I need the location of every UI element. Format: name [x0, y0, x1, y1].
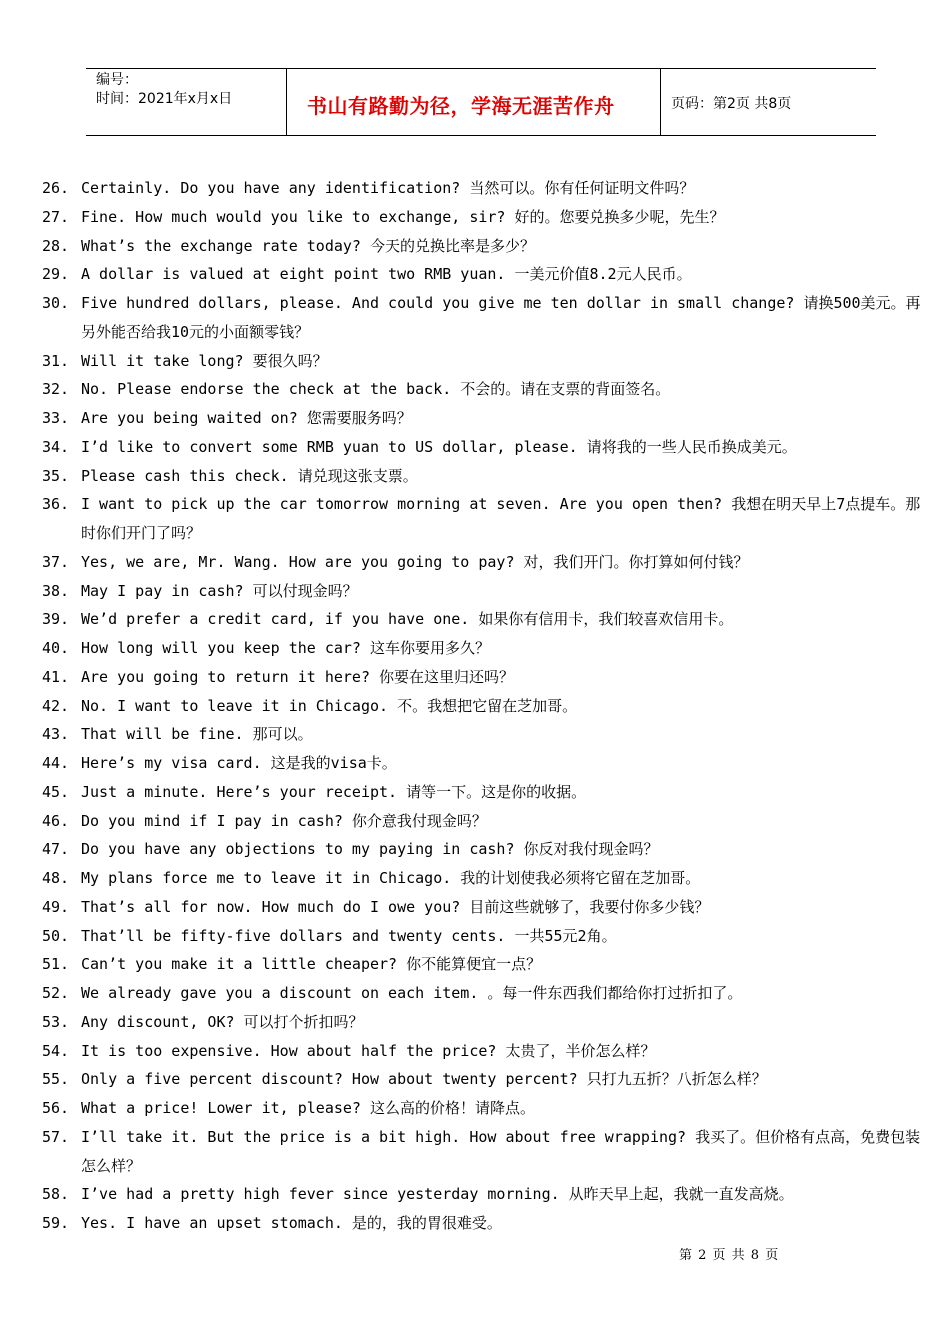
item-text: Fine. How much would you like to exchange, sir? 好的。您要兑换多少呢，先生？: [81, 207, 725, 226]
item-number: 56.: [42, 1099, 70, 1117]
list-item: [42, 577, 922, 606]
list-item: [42, 433, 922, 462]
header-motto-cell: [287, 69, 661, 135]
item-number: 45.: [42, 782, 70, 801]
item-number: 30.: [42, 294, 70, 312]
list-item: [42, 778, 922, 807]
item-text: We’d prefer a credit card, if you have one. 如果你有信用卡，我们较喜欢信用卡。: [81, 610, 734, 629]
list-item: [42, 232, 922, 261]
header-meta-cell: [86, 69, 287, 135]
item-number: 53.: [42, 1012, 70, 1031]
header-table: [86, 68, 876, 136]
list-item: [42, 1209, 922, 1238]
item-text: Can’t you make it a little cheaper? 你不能算便宜一点？: [81, 955, 542, 974]
item-number: 55.: [42, 1070, 70, 1089]
item-text: Please cash this check. 请兑现这张支票。: [81, 466, 418, 485]
item-text: That’s all for now. How much do I owe you? 目前这些就够了，我要付你多少钱？: [81, 897, 710, 916]
item-text: Only a five percent discount? How about twenty percent? 只打九五折？八折怎么样？: [81, 1070, 767, 1089]
item-number: 48.: [42, 869, 70, 887]
item-number: 42.: [42, 696, 70, 715]
list-item: [42, 1123, 922, 1181]
item-text: Just a minute. Here’s your receipt. 请等一下。这是你的收据。: [81, 782, 587, 801]
item-text: Do you mind if I pay in cash? 你介意我付现金吗？: [81, 811, 487, 830]
item-text: Will it take long? 要很久吗？: [81, 351, 328, 370]
item-text: What’s the exchange rate today? 今天的兑换比率是多少？: [81, 236, 535, 255]
list-item: [42, 347, 922, 376]
item-text: How long will you keep the car? 这车你要用多久？: [81, 639, 490, 657]
item-number: 28.: [42, 236, 70, 255]
item-text: Here’s my visa card. 这是我的visa卡。: [81, 754, 397, 772]
list-item: [42, 893, 922, 922]
item-number: 34.: [42, 437, 70, 456]
item-text: That’ll be fifty-five dollars and twenty cents. 一共55元2角。: [81, 926, 617, 945]
item-number: 26.: [42, 179, 70, 197]
item-number: 31.: [42, 351, 70, 370]
header-motto: 书山有路勤为径，学海无涯苦作舟: [307, 93, 615, 118]
item-text: Yes, we are, Mr. Wang. How are you going to pay? 对，我们开门。你打算如何付钱？: [81, 552, 749, 571]
item-number: 35.: [42, 466, 70, 485]
item-text: I’d like to convert some RMB yuan to US dollar, please. 请将我的一些人民币换成美元。: [81, 437, 797, 456]
list-item: [42, 1065, 922, 1094]
list-item: [42, 462, 922, 491]
item-text: Certainly. Do you have any identification? 当然可以。你有任何证明文件吗？: [81, 179, 695, 197]
item-text: Are you going to return it here? 你要在这里归还吗？: [81, 667, 515, 686]
item-text: I want to pick up the car tomorrow morning at seven. Are you open then? 我想在明天早上7点提车。那时你们开门了吗？: [81, 495, 921, 542]
item-text: A dollar is valued at eight point two RMB yuan. 一美元价值8.2元人民币。: [81, 265, 692, 284]
item-text: No. Please endorse the check at the back. 不会的。请在支票的背面签名。: [81, 380, 671, 399]
item-text: That will be fine. 那可以。: [81, 725, 313, 744]
list-item: [42, 807, 922, 836]
list-item: [42, 548, 922, 577]
list-item: [42, 404, 922, 433]
item-number: 54.: [42, 1041, 70, 1060]
item-text: Five hundred dollars, please. And could you give me ten dollar in small change? 请换500美元。再另外能否给我10元的小面额零钱？: [81, 294, 921, 341]
item-number: 46.: [42, 811, 70, 830]
header-page-cell: [661, 69, 876, 135]
item-text: It is too expensive. How about half the price? 太贵了，半价怎么样？: [81, 1041, 656, 1060]
list-item: [42, 1008, 922, 1037]
item-text: No. I want to leave it in Chicago. 不。我想把它留在芝加哥。: [81, 696, 578, 715]
item-number: 38.: [42, 581, 70, 600]
list-item: [42, 260, 922, 289]
list-item: [42, 979, 922, 1008]
list-item: [42, 289, 922, 347]
document-time-label: 时间：2021年x月x日: [96, 91, 233, 107]
item-number: 43.: [42, 725, 70, 744]
list-item: [42, 605, 922, 634]
item-number: 39.: [42, 610, 70, 629]
item-number: 49.: [42, 897, 70, 916]
list-item: [42, 749, 922, 778]
item-text: Are you being waited on? 您需要服务吗？: [81, 409, 412, 427]
page-footer: 第 2 页 共 8 页: [679, 1248, 780, 1263]
item-text: We already gave you a discount on each item. 。每一件东西我们都给你打过折扣了。: [81, 984, 743, 1002]
item-text: Yes. I have an upset stomach. 是的，我的胃很难受。: [81, 1214, 502, 1232]
item-number: 27.: [42, 207, 70, 226]
item-text: May I pay in cash? 可以付现金吗？: [81, 581, 358, 600]
list-item: [42, 490, 922, 548]
list-item: [42, 1180, 922, 1209]
list-item: [42, 720, 922, 749]
list-item: [42, 1094, 922, 1123]
list-item: [42, 663, 922, 692]
list-item: [42, 174, 922, 203]
item-number: 41.: [42, 667, 70, 686]
list-item: [42, 864, 922, 893]
item-number: 36.: [42, 495, 70, 514]
header-page-label: 页码：第2页 共8页: [671, 96, 792, 112]
item-number: 47.: [42, 840, 70, 859]
document-number-label: 编号：: [96, 72, 138, 88]
list-item: [42, 692, 922, 721]
item-number: 33.: [42, 409, 70, 427]
list-item: [42, 634, 922, 663]
item-text: What a price! Lower it, please? 这么高的价格！请降点。: [81, 1099, 535, 1117]
item-number: 50.: [42, 926, 70, 945]
item-number: 37.: [42, 552, 70, 571]
item-number: 44.: [42, 754, 70, 772]
item-text: My plans force me to leave it in Chicago. 我的计划使我必须将它留在芝加哥。: [81, 869, 701, 887]
item-number: 32.: [42, 380, 70, 399]
list-item: [42, 375, 922, 404]
list-item: [42, 203, 922, 232]
phrase-list: [42, 174, 922, 1238]
item-number: 29.: [42, 265, 70, 284]
item-text: Any discount, OK? 可以打个折扣吗？: [81, 1012, 364, 1031]
item-number: 40.: [42, 639, 70, 657]
item-text: I’ve had a pretty high fever since yesterday morning. 从昨天早上起，我就一直发高烧。: [81, 1185, 794, 1204]
list-item: [42, 922, 922, 951]
item-text: Do you have any objections to my paying in cash? 你反对我付现金吗？: [81, 840, 659, 859]
list-item: [42, 835, 922, 864]
item-number: 51.: [42, 955, 70, 974]
list-item: [42, 950, 922, 979]
item-text: I’ll take it. But the price is a bit high. How about free wrapping? 我买了。但价格有点高，免费包装怎么样？: [81, 1127, 921, 1175]
item-number: 57.: [42, 1127, 70, 1146]
item-number: 52.: [42, 984, 70, 1002]
list-item: [42, 1037, 922, 1066]
item-number: 58.: [42, 1185, 70, 1204]
item-number: 59.: [42, 1214, 70, 1232]
